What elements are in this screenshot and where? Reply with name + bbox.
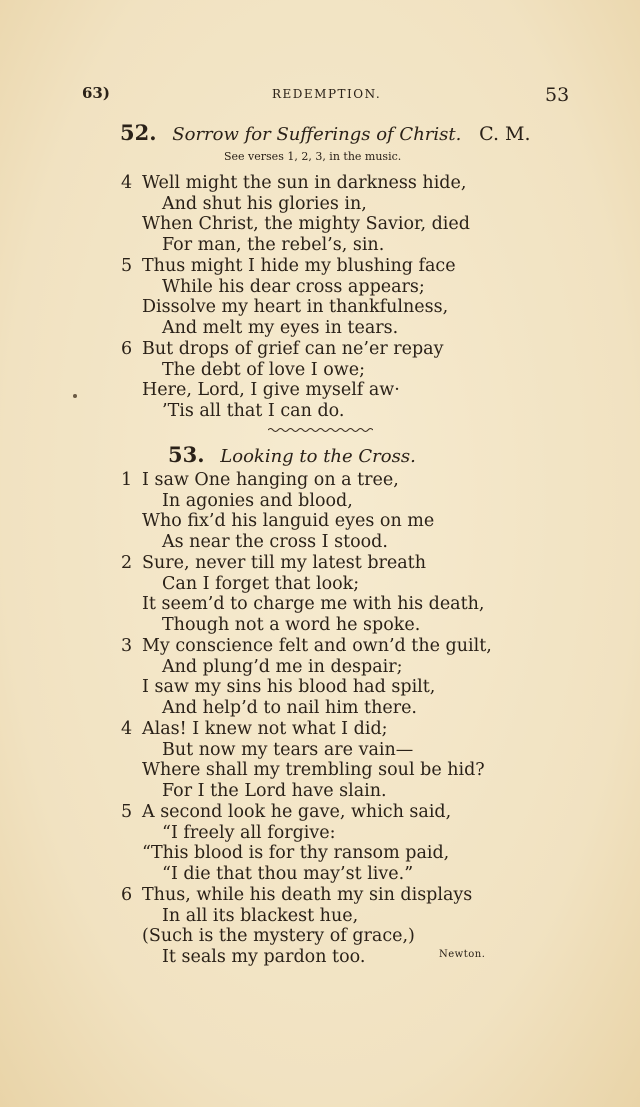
- verse-text: It seem’d to charge me with his death,: [142, 594, 485, 615]
- verse-line: [121, 532, 541, 553]
- verse-text: A second look he gave, which said,: [142, 802, 452, 822]
- verse-text: My conscience felt and own’d the guilt,: [142, 636, 492, 656]
- verse-number: 1: [121, 470, 133, 490]
- verse-line: [121, 214, 541, 235]
- stanza: [121, 802, 541, 884]
- verse-number: 6: [121, 339, 133, 359]
- stanza: [121, 719, 541, 801]
- verse-line: [121, 360, 541, 381]
- verse-line: [121, 657, 541, 678]
- verse-text: I saw One hanging on a tree,: [142, 470, 399, 490]
- verse-text: But now my tears are vain—: [162, 739, 414, 760]
- verse-number: 5: [121, 256, 133, 276]
- hymn-53-number: 53.: [168, 442, 205, 467]
- verse-line: [121, 802, 541, 823]
- verse-line: [121, 760, 541, 781]
- verse-text: ’Tis all that I can do.: [162, 400, 345, 421]
- verse-line: [121, 636, 541, 657]
- verse-text: “I die that thou may’st live.”: [162, 863, 414, 884]
- verse-line: [121, 194, 541, 215]
- hymn-52-title: [120, 120, 531, 145]
- verse-text: “This blood is for thy ransom paid,: [142, 843, 450, 864]
- running-header: [0, 84, 640, 108]
- verse-text: Where shall my trembling soul be hid?: [142, 760, 485, 781]
- verse-line: [121, 594, 541, 615]
- header-left-mark: 63): [82, 84, 110, 102]
- verse-line: [121, 297, 541, 318]
- stanza: [121, 173, 541, 255]
- header-section-title: REDEMPTION.: [272, 87, 382, 101]
- hymn-52-note: See verses 1, 2, 3, in the music.: [224, 150, 402, 163]
- verse-number: 6: [121, 885, 133, 905]
- hymn-53-title: [168, 442, 416, 467]
- verse-text: But drops of grief can ne’er repay: [142, 339, 444, 359]
- verse-line: [121, 781, 541, 802]
- verse-text: It seals my pardon too.: [162, 946, 366, 967]
- verse-line: [121, 277, 541, 298]
- verse-line: [121, 470, 541, 491]
- verse-text: Sure, never till my latest breath: [142, 553, 426, 573]
- verse-line: [121, 843, 541, 864]
- page-number: 53: [545, 84, 570, 106]
- ink-speck: [73, 394, 77, 398]
- hymn-52-meter: C. M.: [479, 123, 531, 145]
- verse-text: Dissolve my heart in thankfulness,: [142, 297, 449, 318]
- verse-text: (Such is the mystery of grace,): [142, 926, 415, 947]
- stanza: [121, 553, 541, 635]
- verse-line: [121, 719, 541, 740]
- verse-text: Can I forget that look;: [162, 573, 360, 594]
- verse-line: [121, 401, 541, 422]
- verse-number: 5: [121, 802, 133, 822]
- verse-line: [121, 511, 541, 532]
- verse-text: Thus, while his death my sin displays: [142, 885, 473, 905]
- verse-line: [121, 885, 541, 906]
- verse-line: [121, 173, 541, 194]
- verse-line: [121, 677, 541, 698]
- verse-text: And help’d to nail him there.: [162, 697, 417, 718]
- verse-line: [121, 318, 541, 339]
- verse-text: For man, the rebel’s, sin.: [162, 234, 385, 255]
- verse-line: [121, 906, 541, 927]
- hymn-52-name: Sorrow for Sufferings of Christ.: [172, 124, 462, 145]
- verse-line: [121, 698, 541, 719]
- verse-text: And shut his glories in,: [162, 193, 367, 214]
- verse-text: For I the Lord have slain.: [162, 780, 387, 801]
- stanza: [121, 256, 541, 338]
- verse-text: I saw my sins his blood had spilt,: [142, 677, 436, 698]
- verse-text: And melt my eyes in tears.: [162, 317, 399, 338]
- verse-text: As near the cross I stood.: [162, 531, 388, 552]
- verse-line: [121, 926, 541, 947]
- verse-text: While his dear cross appears;: [162, 276, 425, 297]
- verse-text: The debt of love I owe;: [162, 359, 365, 380]
- verse-number: 4: [121, 173, 133, 193]
- verse-line: [121, 823, 541, 844]
- verse-number: 3: [121, 636, 133, 656]
- verse-line: [121, 740, 541, 761]
- verse-line: [121, 491, 541, 512]
- verse-number: 4: [121, 719, 133, 739]
- verse-line: [121, 380, 541, 401]
- verse-line: [121, 553, 541, 574]
- section-divider: [268, 426, 373, 434]
- verse-text: And plung’d me in despair;: [162, 656, 403, 677]
- verse-text: Well might the sun in darkness hide,: [142, 173, 467, 193]
- verse-line: [121, 339, 541, 360]
- verse-text: Who fix’d his languid eyes on me: [142, 511, 435, 532]
- verse-text: Thus might I hide my blushing face: [142, 256, 456, 276]
- verse-line: [121, 235, 541, 256]
- verse-line: [121, 864, 541, 885]
- stanza: [121, 636, 541, 718]
- hymn-52-number: 52.: [120, 120, 157, 145]
- verse-line: [121, 256, 541, 277]
- verse-text: Alas! I knew not what I did;: [142, 719, 388, 739]
- author-attribution: Newton.: [439, 949, 486, 960]
- verse-line: [121, 615, 541, 636]
- verse-line: [121, 574, 541, 595]
- verse-text: Here, Lord, I give myself aw·: [142, 380, 400, 401]
- verse-text: In all its blackest hue,: [162, 905, 359, 926]
- stanza: [121, 339, 541, 421]
- stanza: [121, 470, 541, 552]
- verse-text: Though not a word he spoke.: [162, 614, 421, 635]
- verse-number: 2: [121, 553, 133, 573]
- verse-text: “I freely all forgive:: [162, 822, 336, 843]
- verse-text: In agonies and blood,: [162, 490, 353, 511]
- verse-text: When Christ, the mighty Savior, died: [142, 214, 470, 235]
- hymn-53-name: Looking to the Cross.: [220, 446, 416, 467]
